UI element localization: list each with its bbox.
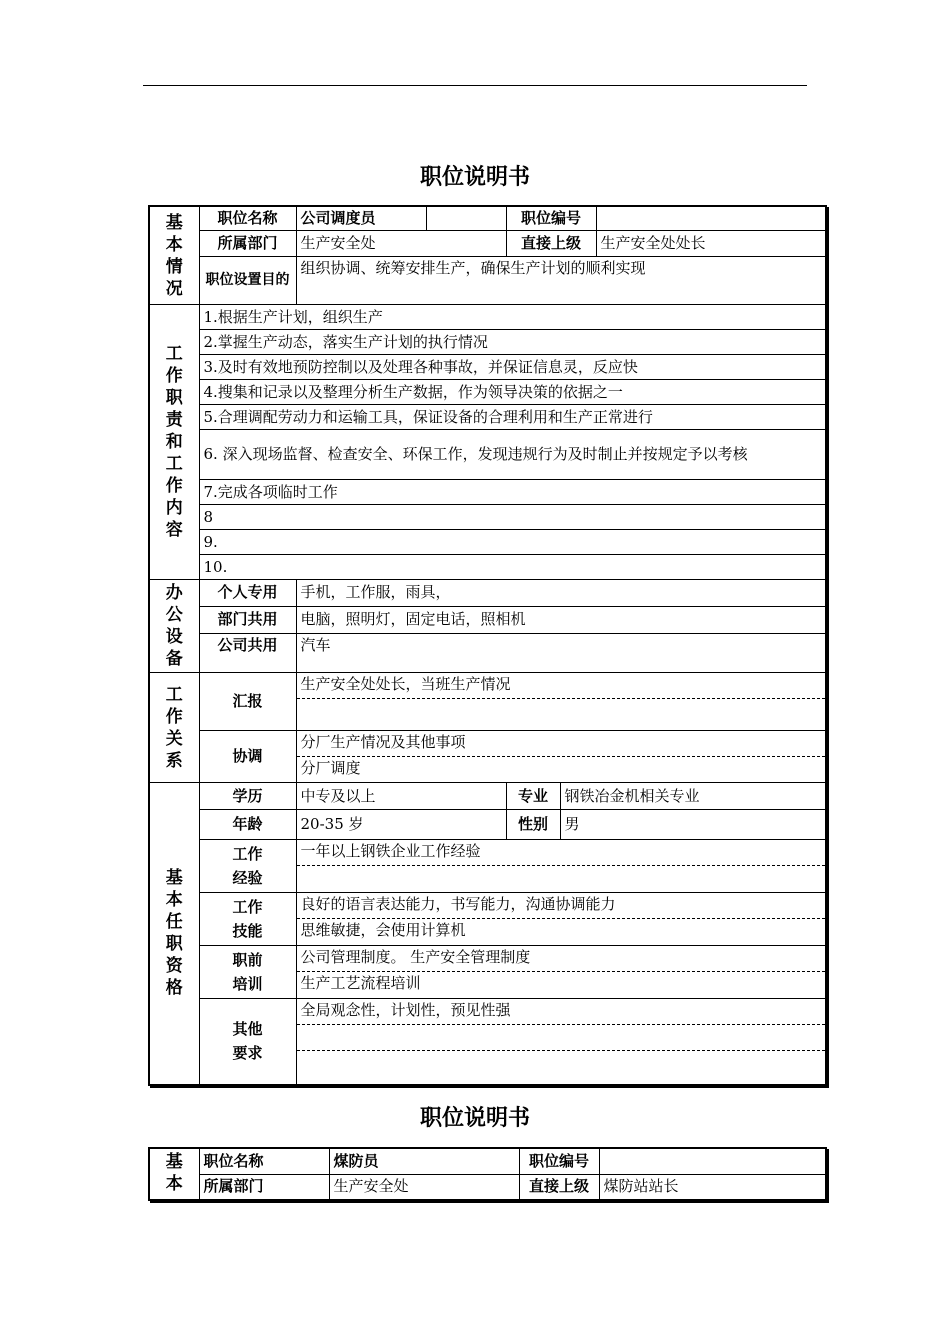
training-label: 职前培训 [199, 946, 296, 999]
other-line: 全局观念性，计划性，预见性强 [297, 999, 826, 1025]
position-name-value: 公司调度员 [296, 206, 426, 231]
document-title-2: 职位说明书 [419, 1106, 530, 1131]
age-label: 年龄 [199, 810, 296, 840]
duty-item: 7.完成各项临时工作 [199, 480, 826, 505]
experience-content [296, 840, 826, 893]
position-code-value [596, 206, 826, 231]
department-label-2: 所属部门 [199, 1174, 329, 1200]
gender-value: 男 [560, 810, 826, 840]
other-line [297, 1025, 826, 1051]
duty-item: 6. 深入现场监督、检查安全、环保工作，发现违规行为及时制止并按规定予以考核 [199, 430, 826, 480]
company-equipment-label: 公司共用 [199, 633, 296, 672]
job-description-table-2 [148, 1147, 827, 1201]
section-duties: 工作职责和工作内容 [149, 305, 199, 580]
training-content [296, 946, 826, 999]
section-relations: 工作关系 [149, 673, 199, 783]
department-equipment-label: 部门共用 [199, 606, 296, 633]
spacer [426, 206, 506, 231]
supervisor-value: 生产安全处处长 [596, 231, 826, 257]
education-value: 中专及以上 [296, 783, 506, 810]
report-content [296, 673, 826, 731]
personal-equipment-label: 个人专用 [199, 580, 296, 607]
education-label: 学历 [199, 783, 296, 810]
section-basic: 基本情况 [149, 206, 199, 305]
major-label: 专业 [506, 783, 560, 810]
other-requirements-label: 其他要求 [199, 999, 296, 1085]
purpose-label: 职位设置目的 [199, 257, 296, 305]
age-value: 20-35 岁 [296, 810, 506, 840]
training-line: 公司管理制度。 生产安全管理制度 [297, 946, 826, 972]
department-value-2: 生产安全处 [329, 1174, 519, 1200]
company-equipment-value: 汽车 [296, 633, 826, 672]
position-name-value-2: 煤防员 [329, 1148, 519, 1174]
job-description-table [148, 205, 827, 1086]
section-qualifications: 基本任职资格 [149, 783, 199, 1085]
skills-label: 工作技能 [199, 893, 296, 946]
duty-item: 1.根据生产计划，组织生产 [199, 305, 826, 330]
training-line: 生产工艺流程培训 [300, 974, 421, 992]
coordinate-content [296, 731, 826, 783]
experience-label: 工作经验 [199, 840, 296, 893]
major-value: 钢铁冶金机相关专业 [560, 783, 826, 810]
other-requirements-content [296, 999, 826, 1085]
position-code-label: 职位编号 [506, 206, 596, 231]
duty-item: 8 [199, 505, 826, 530]
supervisor-value-2: 煤防站站长 [599, 1174, 826, 1200]
report-label: 汇报 [199, 673, 296, 731]
skills-content [296, 893, 826, 946]
other-line [297, 1051, 826, 1076]
personal-equipment-value: 手机，工作服，雨具， [296, 580, 826, 607]
experience-line: 一年以上钢铁企业工作经验 [297, 840, 826, 866]
department-label: 所属部门 [199, 231, 296, 257]
department-value: 生产安全处 [296, 231, 506, 257]
report-line: 生产安全处处长，当班生产情况 [297, 673, 826, 699]
duty-item: 5.合理调配劳动力和运输工具，保证设备的合理利用和生产正常进行 [199, 405, 826, 430]
duty-item: 2.掌握生产动态，落实生产计划的执行情况 [199, 330, 826, 355]
header-rule [143, 85, 807, 86]
duty-item: 10. [199, 555, 826, 580]
duty-item: 3.及时有效地预防控制以及处理各种事故，并保证信息灵，反应快 [199, 355, 826, 380]
section-equipment: 办公设备 [149, 580, 199, 673]
supervisor-label: 直接上级 [506, 231, 596, 257]
skills-line: 思维敏捷，会使用计算机 [300, 921, 466, 939]
coordinate-line: 分厂生产情况及其他事项 [297, 731, 826, 757]
skills-line: 良好的语言表达能力，书写能力，沟通协调能力 [297, 893, 826, 919]
section-basic-2: 基本 [149, 1148, 199, 1200]
position-code-label-2: 职位编号 [519, 1148, 599, 1174]
coordinate-line: 分厂调度 [300, 759, 361, 777]
supervisor-label-2: 直接上级 [519, 1174, 599, 1200]
duty-item: 9. [199, 530, 826, 555]
document-title: 职位说明书 [419, 165, 530, 190]
position-name-label-2: 职位名称 [199, 1148, 329, 1174]
purpose-value: 组织协调、统筹安排生产，确保生产计划的顺利实现 [296, 257, 826, 305]
experience-line [297, 866, 826, 891]
report-line [297, 699, 826, 724]
position-name-label: 职位名称 [199, 206, 296, 231]
gender-label: 性别 [506, 810, 560, 840]
department-equipment-value: 电脑，照明灯，固定电话，照相机 [296, 606, 826, 633]
position-code-value-2 [599, 1148, 826, 1174]
duty-item: 4.搜集和记录以及整理分析生产数据，作为领导决策的依据之一 [199, 380, 826, 405]
coordinate-label: 协调 [199, 731, 296, 783]
